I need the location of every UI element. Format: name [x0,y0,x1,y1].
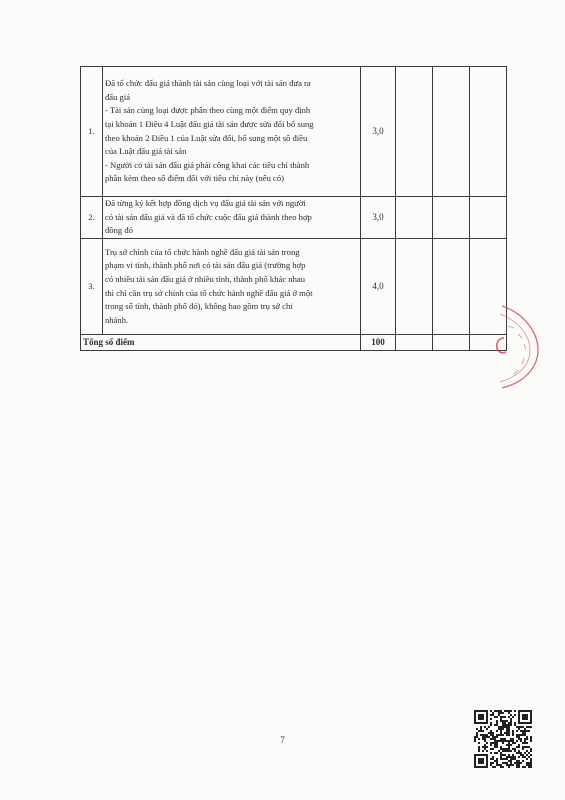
qr-code-icon [474,710,532,768]
row-number: 2. [81,197,103,239]
empty-cell [433,239,470,335]
page-number: 7 [280,735,285,745]
row-number: 1. [81,67,103,197]
empty-cell [433,335,470,351]
empty-cell [396,239,433,335]
criteria-cell [103,239,361,335]
criteria-cell [103,197,361,239]
empty-cell [470,197,507,239]
empty-cell [433,67,470,197]
empty-cell [470,67,507,197]
total-row [81,335,507,351]
criteria-line: - Tài sản cùng loại được phân theo cùng một điểm quy định [105,105,311,116]
criteria-line: phạm vi tỉnh, thành phố nơi có tài sản đấu giá (trường hợp [105,260,306,271]
empty-cell [433,197,470,239]
total-label: Tổng số điểm [81,335,361,351]
criteria-cell [103,67,361,197]
points-cell: 3,0 [361,67,396,197]
criteria-line: Đã tổ chức đấu giá thành tài sản cùng loại với tài sản đưa ra [105,78,311,89]
criteria-line: có tài sản đấu giá và đã tổ chức cuộc đấu giá thành theo hợp [105,211,312,222]
criteria-line: có nhiều tài sản đấu giá ở nhiều tỉnh, thành phố khác nhau [105,273,306,284]
empty-cell [470,335,507,351]
criteria-line: đồng đó [105,225,133,236]
points-cell: 4,0 [361,239,396,335]
empty-cell [396,335,433,351]
row-number: 3. [81,239,103,335]
criteria-line: theo khoản 2 Điều 1 của Luật sửa đổi, bổ sung một số điều [105,132,308,143]
criteria-line: của Luật đấu giá tài sản [105,146,187,157]
empty-cell [396,67,433,197]
criteria-line: phần kèm theo số điểm đối với tiêu chí này (nếu có) [105,173,285,184]
total-points: 100 [361,335,396,351]
criteria-line: trong số tỉnh, thành phố đó), không bao gồm trụ sở chi [105,301,293,312]
criteria-line: tại khoản 1 Điều 4 Luật đấu giá tài sản được sửa đổi bổ sung [105,118,314,129]
scan-artifact: · · [58,46,88,52]
table-row [81,67,507,197]
criteria-line: thì chỉ cần trụ sở chính của tổ chức hành nghề đấu giá ở một [105,287,313,298]
scoring-table [80,66,507,351]
criteria-line: Đã từng ký kết hợp đồng dịch vụ đấu giá tài sản với người [105,198,306,209]
empty-cell [470,239,507,335]
points-cell: 3,0 [361,197,396,239]
table-row [81,239,507,335]
criteria-line: - Người có tài sản đấu giá phải công khai các tiêu chí thành [105,159,310,170]
empty-cell [396,197,433,239]
criteria-line: đấu giá [105,91,131,102]
table-row [81,197,507,239]
criteria-line: Trụ sở chính của tổ chức hành nghề đấu giá tài sản trong [105,246,300,257]
criteria-line: nhánh. [105,314,129,325]
